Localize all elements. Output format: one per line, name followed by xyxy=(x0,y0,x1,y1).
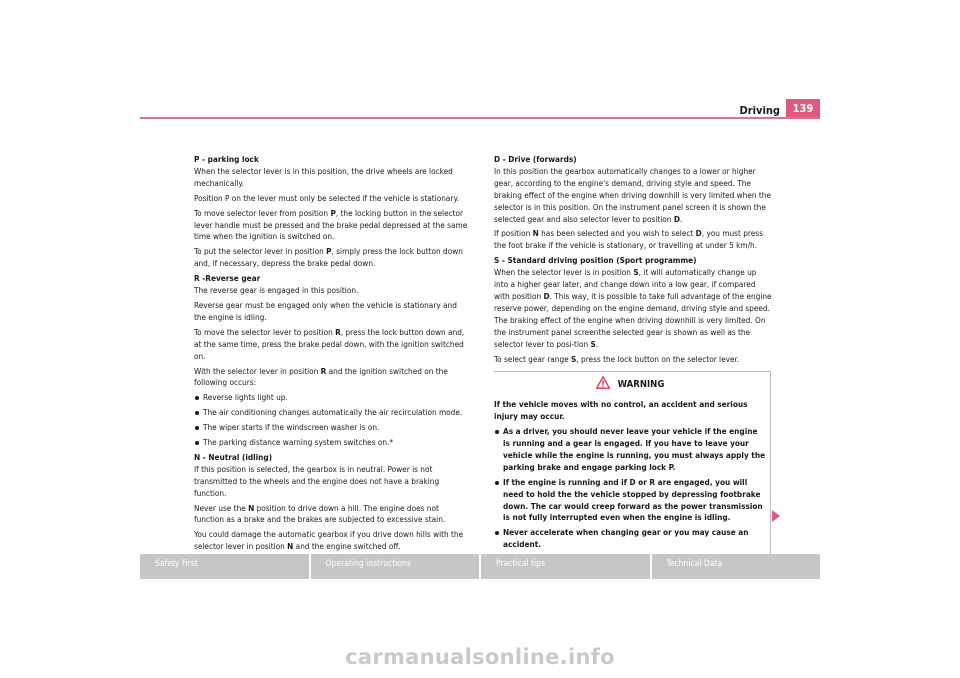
left-column xyxy=(194,154,471,556)
footer-tab-safety-first[interactable]: Safety First xyxy=(140,554,311,579)
p-heading: P - parking lock xyxy=(194,154,259,164)
list-item: The wiper starts if the windscreen washer is on. xyxy=(194,422,471,434)
n-paragraph-2: Never use the N position to drive down a hill. The engine does not function as a brake and the brakes are subjected to excessive stain. xyxy=(194,502,446,525)
warning-triangle-icon xyxy=(596,376,610,393)
list-item: The air conditioning changes automatically the air recirculation mode. xyxy=(194,407,471,419)
list-item: Never accelerate when changing gear or you may cause an accident. xyxy=(494,527,766,551)
right-column xyxy=(494,154,772,558)
list-item: As a driver, you should never leave your vehicle if the engine is running and a gear is engaged. If you have to leave your vehicle while the engine is running, you must always apply the parking brake and engage parking lock P. xyxy=(494,426,766,474)
header-divider xyxy=(140,117,820,119)
d-paragraph-2: If position N has been selected and you wish to select D, you must press the foot brake if the vehicle is stationary, or travelling at under 5 km/h. xyxy=(494,228,763,251)
r-paragraph-2: Reverse gear must be engaged only when the vehicle is stationary and the engine is idling. xyxy=(194,299,457,322)
list-item: The parking distance warning system switches on.* xyxy=(194,437,471,449)
continue-arrow-icon xyxy=(772,510,780,522)
n-paragraph-1: If this position is selected, the gearbox is in neutral. Power is not transmitted to the wheels and the engine does not have a braking function. xyxy=(194,463,440,498)
warning-list xyxy=(494,426,766,551)
warning-box xyxy=(494,371,771,558)
r-heading: R -Reverse gear xyxy=(194,273,261,284)
d-heading: D - Drive (forwards) xyxy=(494,154,577,164)
p-paragraph-1: When the selector lever is in this position, the drive wheels are locked mechanically. xyxy=(194,165,453,188)
list-item: Reverse lights light up. xyxy=(194,392,471,404)
footer-nav xyxy=(140,554,820,579)
footer-tab-practical-tips[interactable]: Practical tips xyxy=(481,554,652,579)
s-paragraph-2: To select gear range S, press the lock button on the selector lever. xyxy=(494,353,740,364)
p-paragraph-3: To move selector lever from position P, the locking button in the selector lever handle must be pressed and the brake pedal depressed at the same time when the ignition is switched on. xyxy=(194,207,468,242)
footer-tab-operating-instructions[interactable]: Operating instructions xyxy=(311,554,482,579)
s-heading: S - Standard driving position (Sport programme) xyxy=(494,255,697,266)
warning-intro: If the vehicle moves with no control, an accident and serious injury may occur. xyxy=(494,399,748,422)
n-heading: N - Neutral (idling) xyxy=(194,451,273,462)
s-paragraph-1: When the selector lever is in position S, it will automatically change up into a higher gear later, and change down into a low gear, if compared with position D. This way, it is possible to take full advantage of the engine reserve power, depending on the engine demand, driving style and speed. The braking effect of the engine when driving downhill is very limited. On the instrument panel screenthe selected gear is shown as well as the selector lever to posi-tion S. xyxy=(494,267,772,349)
warning-heading xyxy=(494,376,766,393)
reverse-effects-list xyxy=(194,392,471,449)
p-paragraph-2: Position P on the lever must only be selected if the vehicle is stationary. xyxy=(194,192,459,203)
d-paragraph-1: In this position the gearbox automatically changes to a lower or higher gear, according to the engine's demand, driving style and speed. The braking effect of the engine when driving downhill is very limited when the selector is in this position. On the instrument panel screen it is shown the selected gear and also selector lever to position D. xyxy=(494,165,771,224)
r-paragraph-1: The reverse gear is engaged in this position. xyxy=(194,285,359,296)
footer-tab-technical-data[interactable]: Technical Data xyxy=(652,554,821,579)
r-paragraph-3: To move the selector lever to position R, press the lock button down and, at the same time, press the brake pedal down, with the ignition switched on. xyxy=(194,326,465,361)
p-paragraph-4: To put the selector lever in position P, simply press the lock button down and, if necessary, depress the brake pedal down. xyxy=(194,246,463,269)
list-item: If the engine is running and if D or R are engaged, you will need to hold the the vehicle stopped by depressing footbrake down. The car would creep forward as the power transmission is not fully interrupted even when the engine is idling. xyxy=(494,477,766,525)
watermark-text: carmanualsonline.info xyxy=(345,645,615,669)
n-paragraph-3: You could damage the automatic gearbox if you drive down hills with the selector lever in position N and the engine switched off. xyxy=(194,529,464,552)
warning-title: WARNING xyxy=(617,379,665,391)
r-paragraph-4: With the selector lever in position R and the ignition switched on the following occurs: xyxy=(194,365,448,388)
page-number: 139 xyxy=(786,99,820,119)
section-title: Driving xyxy=(739,104,780,117)
